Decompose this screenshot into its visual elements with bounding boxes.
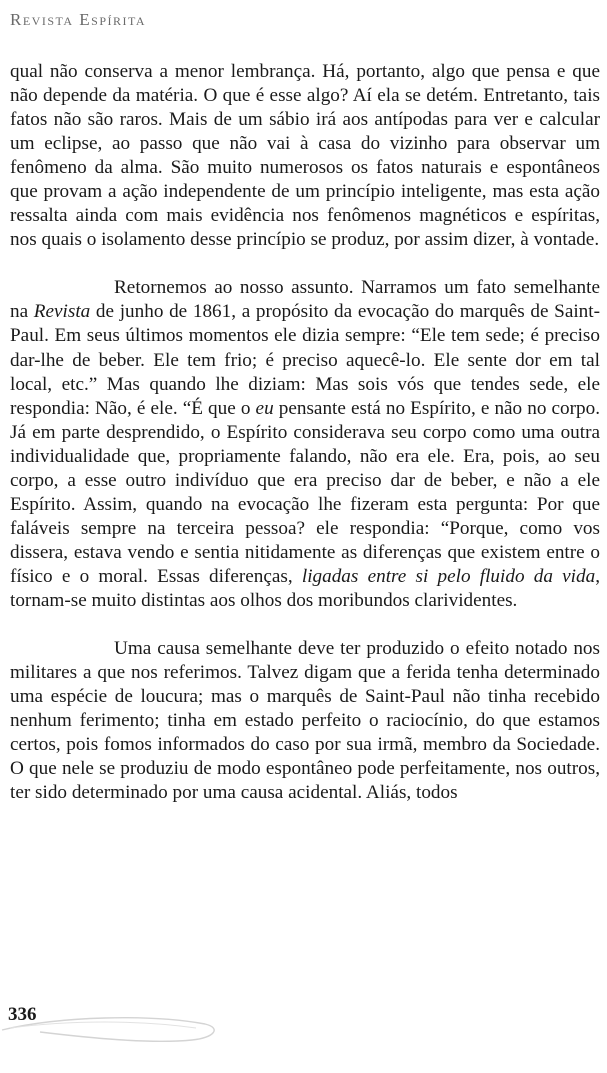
italic-segment: ligadas entre si pelo fluido da vida: [301, 565, 596, 587]
italic-segment: Revista: [33, 301, 91, 323]
running-head: Revista Espírita: [10, 10, 147, 29]
paragraph-2: [10, 276, 600, 613]
text-segment: de junho de 1861, a propósito da evocação do marquês de Saint-Paul. Em seus últimos momentos ele dizia sempre: “Ele tem sede; é preciso dar-lhe de beber. Ele tem frio; é preciso aquecê-lo. Ele sente dor em tal local, etc.” Mas quando lhe diziam: Mas sois vós que tendes sede, ele respondia: Não, é ele. “É que o: [10, 301, 600, 419]
text-segment: pensante está no Espírito, e não no corpo. Já em parte desprendido, o Espírito considerava seu corpo como uma outra individualidade que, propriamente falando, não era ele. Era, pois, ao seu corpo, a esse outro indivíduo que era preciso dar de beber, e não a ele Espírito. Assim, quando na evocação lhe fizeram esta pergunta: Por que faláveis sempre na terceira pessoa? ele respondia: “Porque, como vos dissera, estava vendo e sentia nitidamente as diferenças que existem entre o físico e o moral. Essas diferenças,: [10, 397, 600, 587]
page-number: 336: [8, 1004, 37, 1025]
italic-segment: eu: [255, 397, 274, 419]
body-text: [10, 60, 600, 805]
text-segment: qual não conserva a menor lembrança. Há, portanto, algo que pensa e que não depende da matéria. O que é esse algo? Aí ela se detém. Entretanto, tais fatos não são raros. Mais de um sábio irá aos antípodas para ver e calcular um eclipse, ao passo que não vai à casa do vizinho para observar um fenômeno da alma. São muito numerosos os fatos naturais e espontâneos que provam a ação independente de um princípio inteligente, mas esta ação ressalta ainda com mais evidência nos fenômenos magnéticos e espíritas, nos quais o isolamento desse princípio se produz, por assim dizer, à vontade.: [10, 61, 600, 251]
paragraph-3: [10, 637, 600, 805]
paragraph-1: [10, 60, 600, 252]
text-segment: , tornam-se muito distintas aos olhos dos moribundos clarividentes.: [10, 565, 600, 611]
text-segment: Retornemos ao nosso assunto. Narramos um fato semelhante na: [10, 277, 600, 323]
text-segment: Uma causa semelhante deve ter produzido o efeito notado nos militares a que nos referimos. Talvez digam que a ferida tenha determinado uma espécie de loucura; mas o marquês de Saint-Paul não tinha recebido nenhum ferimento; tinha em estado perfeito o raciocínio, do que estamos certos, pois fomos informados do caso por sua irmã, membro da Sociedade. O que nele se produziu de modo espontâneo pode perfeitamente, nos outros, ter sido determinado por uma causa acidental. Aliás, todos: [10, 638, 600, 804]
